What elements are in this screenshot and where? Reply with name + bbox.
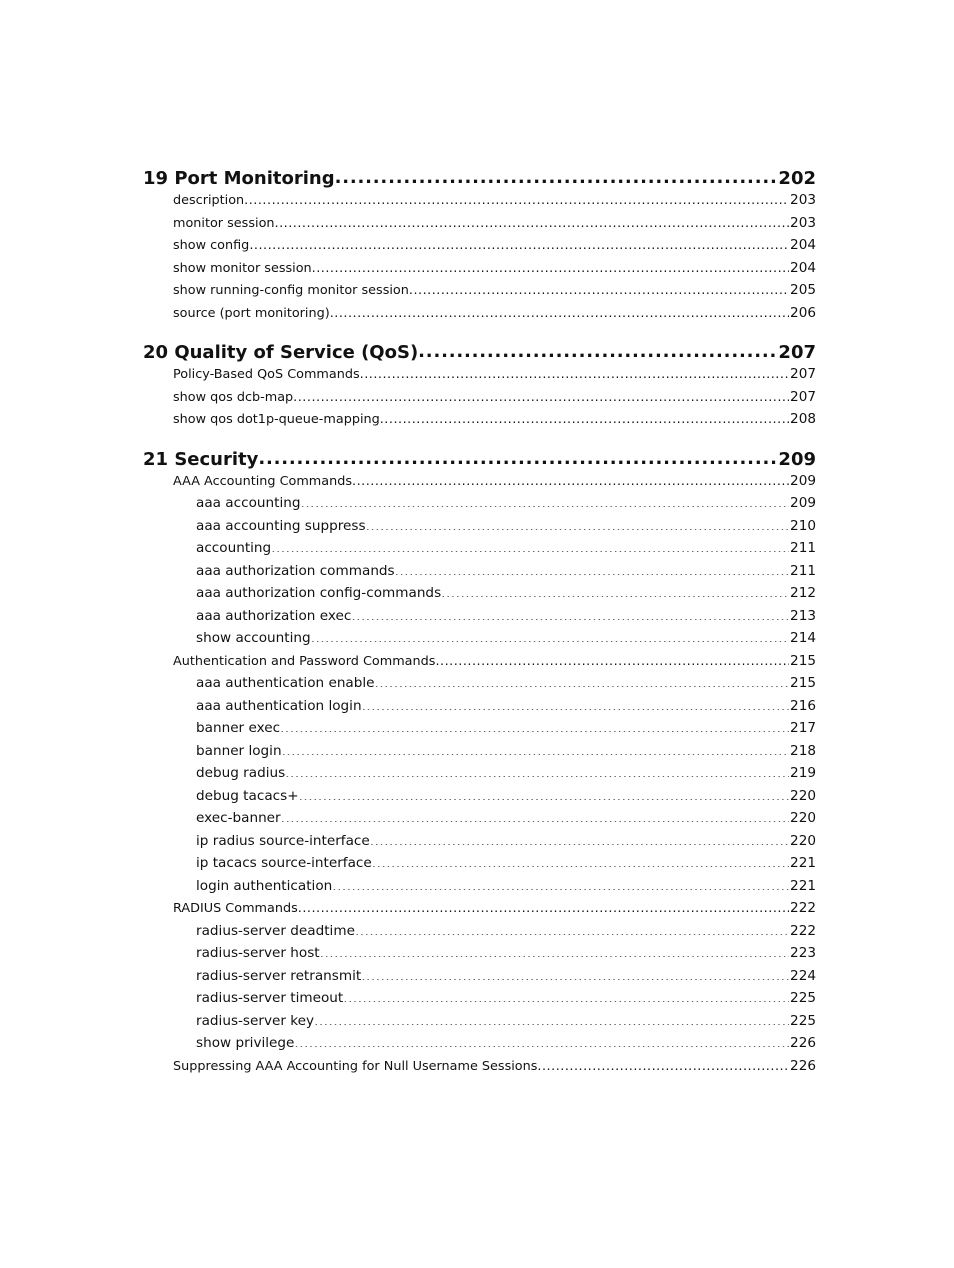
toc-entry[interactable]	[143, 363, 816, 386]
toc-entry-title: ip tacacs source-interface	[196, 855, 372, 871]
dot-leader	[275, 213, 790, 227]
toc-entry-page: 220	[790, 810, 816, 826]
dot-leader	[271, 538, 789, 552]
toc-entry-page: 215	[790, 675, 816, 691]
toc-entry-page: 222	[790, 922, 816, 939]
toc-entry-page: 204	[790, 259, 816, 276]
toc-entry[interactable]	[143, 189, 816, 212]
toc-entry-page: 226	[790, 1057, 816, 1074]
toc-entry[interactable]	[143, 408, 816, 431]
toc-entry-title: show monitor session	[173, 260, 312, 276]
dot-leader	[244, 190, 789, 204]
toc-entry-page: 213	[790, 607, 816, 624]
toc-entry-page: 204	[790, 237, 816, 253]
toc-chapter-title: 20 Quality of Service (QoS)	[143, 342, 419, 363]
toc-entry-title: aaa accounting	[196, 495, 301, 511]
dot-leader	[441, 583, 789, 597]
dot-leader	[330, 303, 789, 317]
toc-entry-title: monitor session	[173, 215, 275, 231]
dot-leader	[435, 651, 789, 665]
toc-entry-title: aaa authorization exec	[196, 607, 352, 624]
dot-leader	[409, 280, 789, 294]
toc-entry-page: 210	[790, 517, 816, 534]
toc-subentry[interactable]	[143, 965, 816, 988]
toc-entry-page: 211	[790, 540, 816, 556]
toc-entry[interactable]	[143, 302, 816, 325]
toc-chapter-heading[interactable]	[143, 447, 816, 470]
dot-leader	[249, 235, 789, 249]
toc-entry-title: debug tacacs+	[196, 787, 299, 804]
toc-entry-title: Policy-Based QoS Commands	[173, 367, 360, 382]
toc-subentry[interactable]	[143, 1032, 816, 1055]
toc-entry-page: 222	[790, 900, 816, 916]
dot-leader	[335, 166, 778, 184]
toc-entry[interactable]	[143, 1055, 816, 1078]
toc-entry-page: 221	[790, 855, 816, 871]
dot-leader	[281, 808, 789, 822]
toc-entry-page: 205	[790, 282, 816, 298]
toc-entry-title: show accounting	[196, 630, 311, 646]
toc-subentry[interactable]	[143, 582, 816, 605]
toc-subentry[interactable]	[143, 852, 816, 875]
toc-entry-title: show qos dcb-map	[173, 389, 294, 405]
toc-chapter-heading[interactable]	[143, 166, 816, 189]
toc-subentry[interactable]	[143, 537, 816, 560]
dot-leader	[380, 409, 789, 423]
toc-entry[interactable]	[143, 257, 816, 280]
toc-entry-title: show privilege	[196, 1035, 295, 1051]
toc-entry-title: accounting	[196, 540, 272, 556]
dot-leader	[320, 943, 789, 957]
dot-leader	[311, 628, 789, 642]
toc-entry-page: 207	[790, 366, 816, 382]
toc-entry-title: banner login	[196, 742, 282, 759]
dot-leader	[258, 447, 777, 465]
toc-entry-title: radius-server host	[196, 945, 320, 961]
toc-entry[interactable]	[143, 470, 816, 493]
toc-entry-title: AAA Accounting Commands	[173, 473, 353, 489]
toc-entry-page: 218	[790, 742, 816, 759]
dot-leader	[298, 898, 789, 912]
dot-leader	[418, 340, 777, 358]
toc-entry[interactable]	[143, 897, 816, 920]
toc-entry-page: 203	[790, 214, 816, 231]
toc-subentry[interactable]	[143, 830, 816, 853]
dot-leader	[370, 831, 789, 845]
toc-entry-page: 203	[790, 192, 816, 208]
toc-entry-page: 226	[790, 1035, 816, 1051]
toc-entry-page: 216	[790, 697, 816, 714]
toc-entry-page: 206	[790, 304, 816, 321]
dot-leader	[361, 966, 789, 980]
toc-entry-title: banner exec	[196, 720, 281, 736]
toc-entry-title: Suppressing AAA Accounting for Null Username Sessions	[173, 1058, 538, 1074]
toc-entry-page: 221	[790, 877, 816, 894]
toc-entry-page: 211	[790, 562, 816, 579]
toc-entry-page: 220	[790, 787, 816, 804]
toc-entry-page: 223	[790, 945, 816, 961]
toc-subentry[interactable]	[143, 717, 816, 740]
toc-subentry[interactable]	[143, 605, 816, 628]
toc-entry-title: radius-server deadtime	[196, 922, 355, 939]
toc-entry-page: 219	[790, 765, 816, 781]
dot-leader	[537, 1056, 789, 1070]
toc-entry-page: 208	[790, 411, 816, 427]
toc-subentry[interactable]	[143, 740, 816, 763]
toc-entry-title: show config	[173, 238, 250, 253]
toc-entry-title: description	[173, 193, 245, 208]
dot-leader	[285, 763, 789, 777]
dot-leader	[312, 258, 789, 272]
dot-leader	[332, 876, 789, 890]
toc-entry[interactable]	[143, 234, 816, 257]
toc-subentry[interactable]	[143, 875, 816, 898]
dot-leader	[294, 1033, 789, 1047]
toc-entry-title: debug radius	[196, 765, 286, 781]
toc-subentry[interactable]	[143, 785, 816, 808]
toc-chapter-page: 202	[778, 168, 816, 189]
dot-leader	[299, 786, 789, 800]
dot-leader	[352, 471, 789, 485]
toc-entry-title: aaa accounting suppress	[196, 517, 366, 534]
toc-entry-title: aaa authentication enable	[196, 675, 375, 691]
toc-entry-page: 217	[790, 720, 816, 736]
toc-entry[interactable]	[143, 650, 816, 673]
toc-subentry[interactable]	[143, 672, 816, 695]
toc-entry-title: radius-server key	[196, 1012, 315, 1029]
toc-entry-page: 207	[790, 388, 816, 405]
toc-entry-page: 220	[790, 832, 816, 849]
toc-entry-title: show running-config monitor session	[173, 283, 409, 298]
toc-entry-page: 225	[790, 1012, 816, 1029]
dot-leader	[395, 561, 789, 575]
toc-entry-title: radius-server retransmit	[196, 967, 362, 984]
toc-subentry[interactable]	[143, 807, 816, 830]
dot-leader	[280, 718, 789, 732]
toc-entry-title: Authentication and Password Commands	[173, 653, 436, 669]
dot-leader	[362, 696, 789, 710]
toc-chapter-page: 207	[778, 342, 816, 363]
toc-subentry[interactable]	[143, 515, 816, 538]
table-of-contents	[143, 166, 816, 1077]
toc-entry-page: 224	[790, 967, 816, 984]
dot-leader	[355, 921, 789, 935]
toc-entry-title: aaa authorization commands	[196, 562, 395, 579]
toc-entry-title: RADIUS Commands	[173, 901, 298, 916]
dot-leader	[301, 493, 790, 507]
dot-leader	[314, 1011, 789, 1025]
toc-subentry[interactable]	[143, 920, 816, 943]
dot-leader	[375, 673, 790, 687]
toc-subentry[interactable]	[143, 762, 816, 785]
toc-entry-page: 212	[790, 585, 816, 601]
toc-subentry[interactable]	[143, 627, 816, 650]
toc-subentry[interactable]	[143, 492, 816, 515]
dot-leader	[282, 741, 789, 755]
dot-leader	[343, 988, 789, 1002]
toc-subentry[interactable]	[143, 560, 816, 583]
toc-entry-title: aaa authorization config-commands	[196, 585, 442, 601]
toc-subentry[interactable]	[143, 987, 816, 1010]
dot-leader	[360, 364, 789, 378]
toc-subentry[interactable]	[143, 695, 816, 718]
toc-chapter-page: 209	[778, 448, 816, 470]
toc-entry-page: 209	[790, 472, 816, 489]
toc-entry[interactable]	[143, 212, 816, 235]
dot-leader	[372, 853, 789, 867]
dot-leader	[351, 606, 789, 620]
toc-entry-title: exec-banner	[196, 810, 281, 826]
toc-entry-title: login authentication	[196, 877, 333, 894]
toc-chapter-title: 19 Port Monitoring	[143, 168, 335, 189]
toc-entry-page: 225	[790, 990, 816, 1006]
toc-entry-page: 214	[790, 630, 816, 646]
toc-entry[interactable]	[143, 279, 816, 302]
toc-subentry[interactable]	[143, 1010, 816, 1033]
toc-entry-title: show qos dot1p-queue-mapping	[173, 412, 380, 427]
toc-entry[interactable]	[143, 386, 816, 409]
toc-entry-title: source (port monitoring)	[173, 305, 330, 321]
dot-leader	[293, 387, 789, 401]
toc-entry-title: radius-server timeout	[196, 990, 344, 1006]
toc-entry-page: 215	[790, 652, 816, 669]
toc-entry-title: ip radius source-interface	[196, 832, 370, 849]
toc-entry-page: 209	[790, 495, 816, 511]
toc-subentry[interactable]	[143, 942, 816, 965]
dot-leader	[366, 516, 789, 530]
toc-chapter-title: 21 Security	[143, 448, 259, 470]
toc-chapter-heading[interactable]	[143, 340, 816, 363]
toc-entry-title: aaa authentication login	[196, 697, 362, 714]
